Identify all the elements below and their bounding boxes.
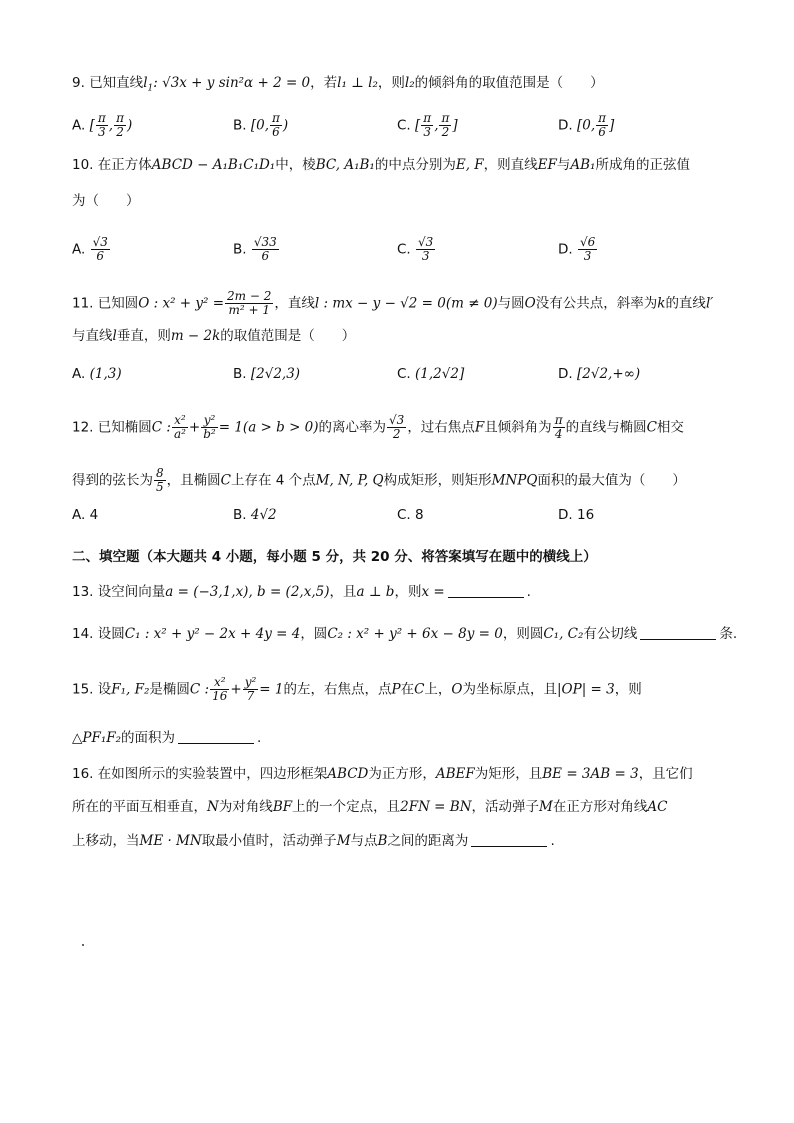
- q10-stem-line1: 10. 在正方体ABCD − A₁B₁C₁D₁中，棱BC, A₁B₁的中点分别为E, F，则直线EF与AB₁所成角的正弦值: [72, 157, 690, 173]
- q12-option-b[interactable]: B. 4√2: [233, 507, 277, 523]
- q11-option-a[interactable]: A. (1,3): [72, 366, 122, 382]
- q11-option-c[interactable]: C. (1,2√2]: [397, 366, 465, 382]
- q14-answer-blank[interactable]: [640, 625, 716, 640]
- q9-option-d[interactable]: D. [0, $\frac{\pi}{6}$ ]: [558, 111, 615, 139]
- stray-mark: [82, 944, 84, 946]
- q10-option-b[interactable]: B. $\frac{√33}{6}$: [233, 235, 277, 263]
- q10-option-c[interactable]: C. $\frac{√3}{3}$: [397, 235, 434, 263]
- q12-option-d[interactable]: D. 16: [558, 507, 595, 523]
- q16-stem-line3: 上移动，当ME · MN取最小值时，活动弹子M与点B之间的距离为 .: [72, 833, 555, 849]
- q15-answer-blank[interactable]: [178, 729, 254, 744]
- q12-stem-line2: 得到的弦长为 $\frac{8}{5}$ ，且椭圆C上存在 4 个点M, N, P, Q构成矩形，则矩形MNPQ面积的最大值为（ ）: [72, 466, 686, 494]
- q11-option-d[interactable]: D. [2√2,+∞): [558, 366, 641, 382]
- q16-stem-line2: 所在的平面互相垂直，N为对角线BF上的一个定点，且2FN = BN，活动弹子M在正方形对角线AC: [72, 799, 668, 815]
- q11-option-b[interactable]: B. [2√2,3): [233, 366, 301, 382]
- q10-option-a[interactable]: A. $\frac{√3}{6}$: [72, 235, 108, 263]
- q16-stem-line1: 16. 在如图所示的实验装置中，四边形框架ABCD为正方形，ABEF为矩形，且BE = 3AB = 3，且它们: [72, 766, 693, 782]
- q10-stem-line2: 为（ ）: [72, 193, 140, 209]
- q13-stem: 13. 设空间向量a = (−3,1,x), b = (2,x,5)，且a ⊥ b，则x = .: [72, 584, 531, 600]
- q12-option-a[interactable]: A. 4: [72, 507, 99, 523]
- section-fill-in-heading: 二、填空题（本大题共 4 小题，每小题 5 分，共 20 分、将答案填写在题中的横线上）: [72, 549, 597, 565]
- q9-option-c[interactable]: C. [ $\frac{\pi}{3}$ , $\frac{\pi}{2}$ ]: [397, 111, 458, 139]
- q11-stem-line2: 与直线l垂直，则m − 2k的取值范围是（ ）: [72, 328, 356, 344]
- q11-stem-line1: 11. 已知圆O : x² + y² = $\frac{2m - 2}{\text{m² + 1}}$ ，直线l : mx − y − √2 = 0(m ≠ 0)与圆O没有公共点，斜率为k的直线l′: [72, 289, 714, 317]
- q9-option-a[interactable]: A. [ $\frac{\pi}{3}$ , $\frac{\pi}{2}$ ): [72, 111, 133, 139]
- q12-option-c[interactable]: C. 8: [397, 507, 424, 523]
- q14-stem: 14. 设圆C₁ : x² + y² − 2x + 4y = 4，圆C₂ : x² + y² + 6x − 8y = 0，则圆C₁, C₂有公切线 条.: [72, 626, 738, 642]
- q12-stem-line1: 12. 已知椭圆C : $\frac{\text{x²}}{\text{a²}}$ + $\frac{\text{y²}}{\text{b²}}$ = 1(a > b > 0)的离心率为 $\frac{√3}{2}$ ，过右焦点F且倾斜角为 $\frac{\pi}{4}$ 的直线与椭圆C相交: [72, 413, 684, 441]
- q9-option-b[interactable]: B. [0, $\frac{\pi}{6}$ ): [233, 111, 289, 139]
- q10-option-d[interactable]: D. $\frac{√6}{3}$: [558, 235, 596, 263]
- q15-stem-line1: 15. 设F₁, F₂是椭圆C : $\frac{\text{x²}}{16}$ + $\frac{\text{y²}}{7}$ = 1的左，右焦点，点P在C上，O为坐标原点，且|OP| = 3，则: [72, 675, 642, 703]
- q16-answer-blank[interactable]: [471, 832, 547, 847]
- q13-answer-blank[interactable]: [448, 583, 524, 598]
- q15-stem-line2: △PF₁F₂的面积为 .: [72, 730, 262, 746]
- q9-stem: 9. 已知直线$l_1$: √3x + y sin²α + 2 = 0，若l₁ ⊥ l₂，则l₂的倾斜角的取值范围是（ ）: [72, 75, 604, 94]
